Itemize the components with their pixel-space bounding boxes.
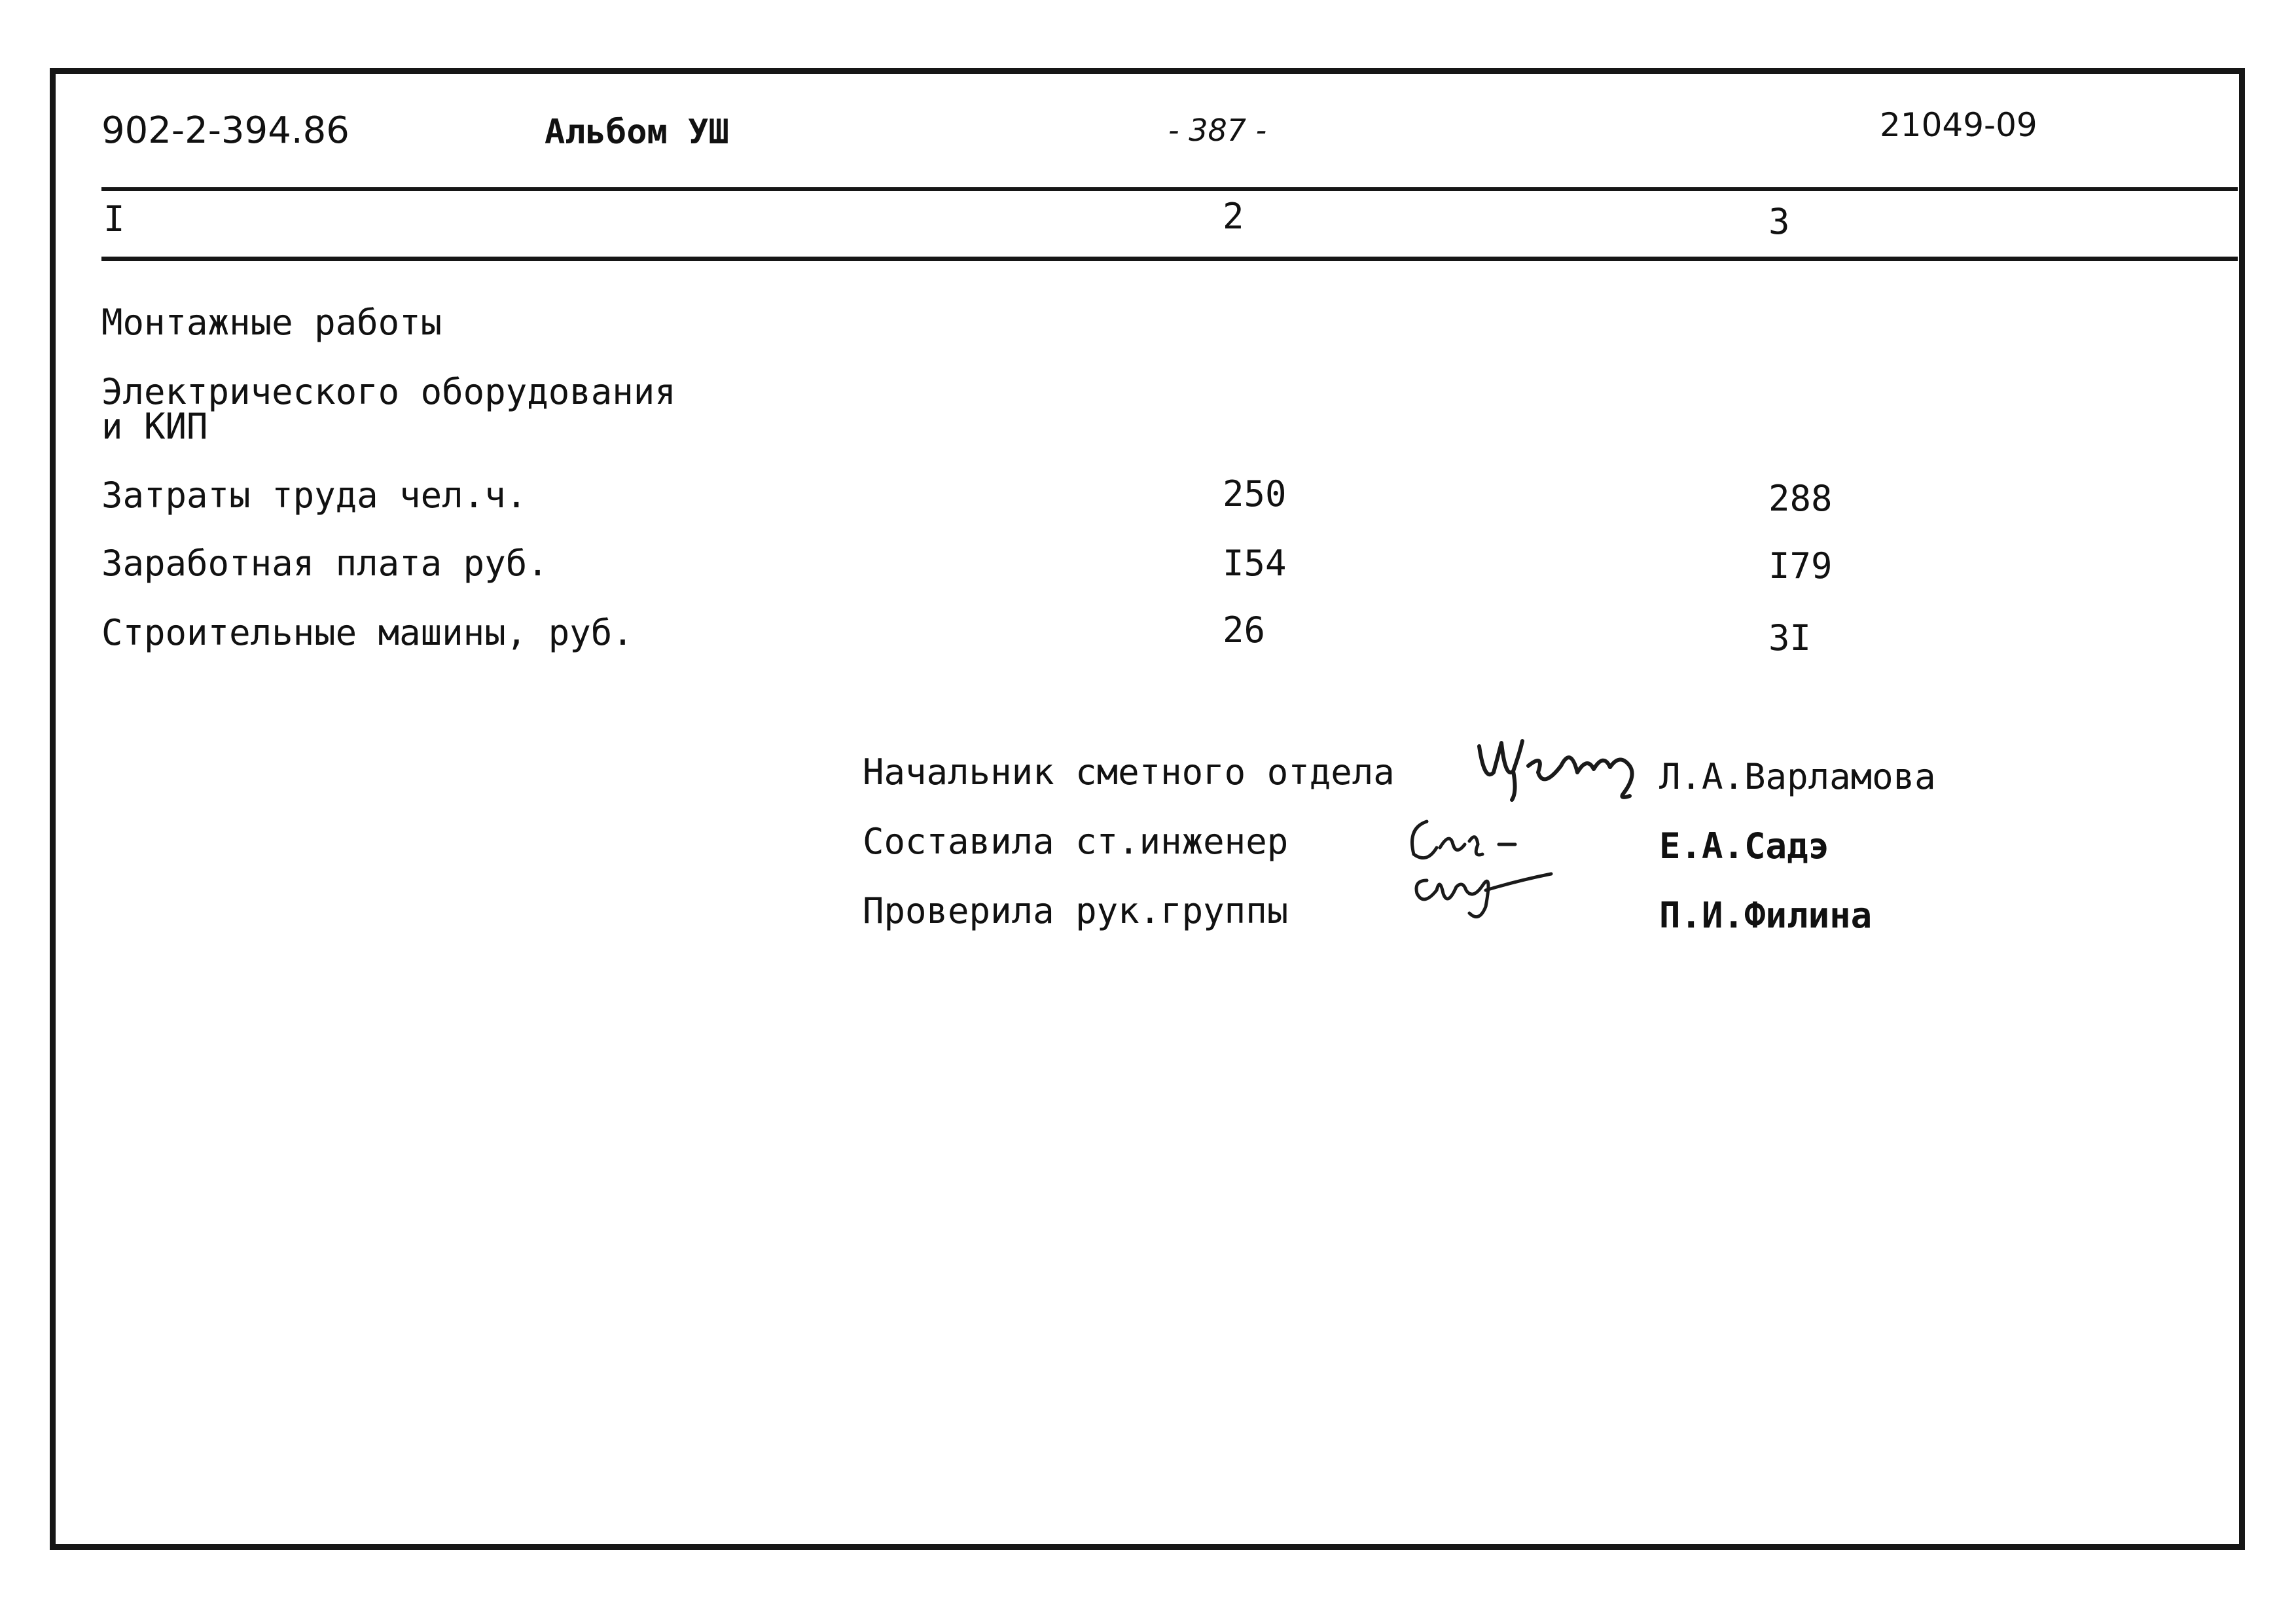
signature-name: П.И.Филина: [1659, 895, 1873, 936]
signature-name: Е.А.Садэ: [1659, 825, 1830, 867]
doc-number: 21049-09: [1880, 106, 2037, 144]
signature-role: Начальник сметного отдела: [863, 751, 1395, 793]
subsection-title-line2: и КИП: [101, 406, 208, 447]
header-rule-top: [101, 187, 2238, 191]
row-label: Строительные машины, руб.: [101, 612, 634, 653]
signature-role: Составила ст.инженер: [863, 821, 1289, 862]
row-value-col2: 26: [1223, 609, 1266, 651]
row-label: Затраты труда чел.ч.: [101, 475, 528, 516]
row-label: Заработная плата руб.: [101, 543, 548, 584]
signature-role: Проверила рук.группы: [863, 890, 1289, 931]
row-value-col2: 250: [1223, 473, 1287, 514]
subsection-title-line1: Электрического оборудования: [101, 371, 676, 412]
header-rule-bottom: [101, 257, 2238, 261]
row-value-col3: 3I: [1768, 617, 1812, 659]
column-header-2: 2: [1223, 196, 1244, 237]
doc-code: 902-2-394.86: [101, 109, 350, 152]
album-label: Альбом УШ: [545, 113, 729, 152]
page-number: - 387 -: [1168, 113, 1267, 148]
section-title: Монтажные работы: [101, 302, 442, 343]
column-header-3: 3: [1768, 201, 1790, 242]
row-value-col3: 288: [1768, 478, 1833, 519]
column-header-1: I: [103, 198, 125, 240]
signature-name: Л.А.Варламова: [1659, 756, 1936, 797]
page-frame: [50, 68, 2245, 1550]
handwritten-signature-compiler: [1401, 808, 1610, 926]
row-value-col2: I54: [1223, 543, 1287, 584]
row-value-col3: I79: [1768, 545, 1833, 586]
handwritten-signature-head: [1473, 727, 1656, 812]
